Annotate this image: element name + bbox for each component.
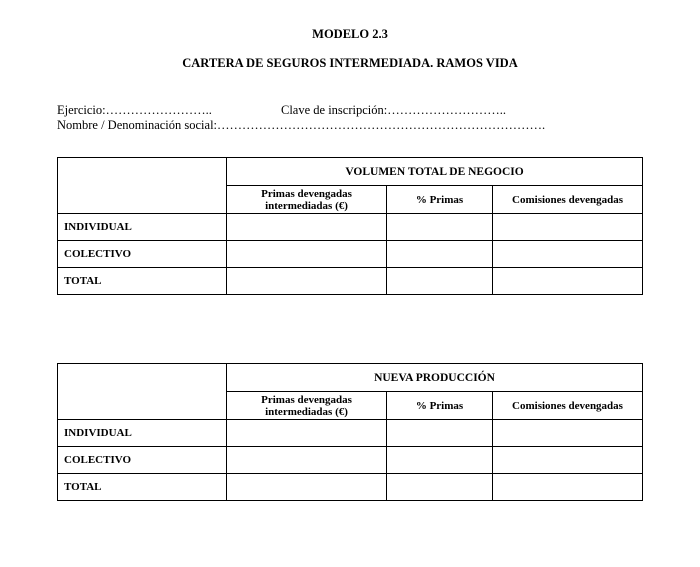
document-title: CARTERA DE SEGUROS INTERMEDIADA. RAMOS VIDA — [182, 56, 518, 70]
corner-cell — [58, 158, 227, 214]
nueva-produccion-table — [57, 363, 643, 501]
row-label-total: TOTAL — [58, 268, 227, 295]
volumen-total-table — [57, 157, 643, 295]
input-cell[interactable] — [387, 241, 493, 268]
input-cell[interactable] — [493, 474, 643, 501]
input-cell[interactable] — [227, 420, 387, 447]
column-header-primas: Primas devengadas intermediadas (€) — [227, 392, 387, 420]
input-cell[interactable] — [493, 241, 643, 268]
column-header-porcentaje: % Primas — [387, 392, 493, 420]
input-cell[interactable] — [387, 474, 493, 501]
input-cell[interactable] — [493, 268, 643, 295]
input-cell[interactable] — [493, 420, 643, 447]
section-header: VOLUMEN TOTAL DE NEGOCIO — [227, 158, 643, 186]
column-header-primas: Primas devengadas intermediadas (€) — [227, 186, 387, 214]
model-title: MODELO 2.3 — [312, 27, 388, 41]
input-cell[interactable] — [227, 241, 387, 268]
input-cell[interactable] — [493, 447, 643, 474]
corner-cell — [58, 364, 227, 420]
column-header-comisiones: Comisiones devengadas — [493, 186, 643, 214]
input-cell[interactable] — [387, 420, 493, 447]
row-label-colectivo: COLECTIVO — [58, 241, 227, 268]
row-label-total: TOTAL — [58, 474, 227, 501]
input-cell[interactable] — [227, 447, 387, 474]
input-cell[interactable] — [387, 447, 493, 474]
row-label-individual: INDIVIDUAL — [58, 214, 227, 241]
input-cell[interactable] — [227, 474, 387, 501]
row-label-colectivo: COLECTIVO — [58, 447, 227, 474]
column-header-comisiones: Comisiones devengadas — [493, 392, 643, 420]
input-cell[interactable] — [387, 268, 493, 295]
row-label-individual: INDIVIDUAL — [58, 420, 227, 447]
section-header: NUEVA PRODUCCIÓN — [227, 364, 643, 392]
input-cell[interactable] — [493, 214, 643, 241]
column-header-porcentaje: % Primas — [387, 186, 493, 214]
nombre-denominacion-field: Nombre / Denominación social:……………………………………………………………………. — [57, 118, 546, 132]
input-cell[interactable] — [227, 268, 387, 295]
input-cell[interactable] — [227, 214, 387, 241]
ejercicio-field: Ejercicio:…………………….. — [57, 103, 212, 117]
input-cell[interactable] — [387, 214, 493, 241]
clave-inscripcion-field: Clave de inscripción:……………………….. — [281, 103, 506, 117]
